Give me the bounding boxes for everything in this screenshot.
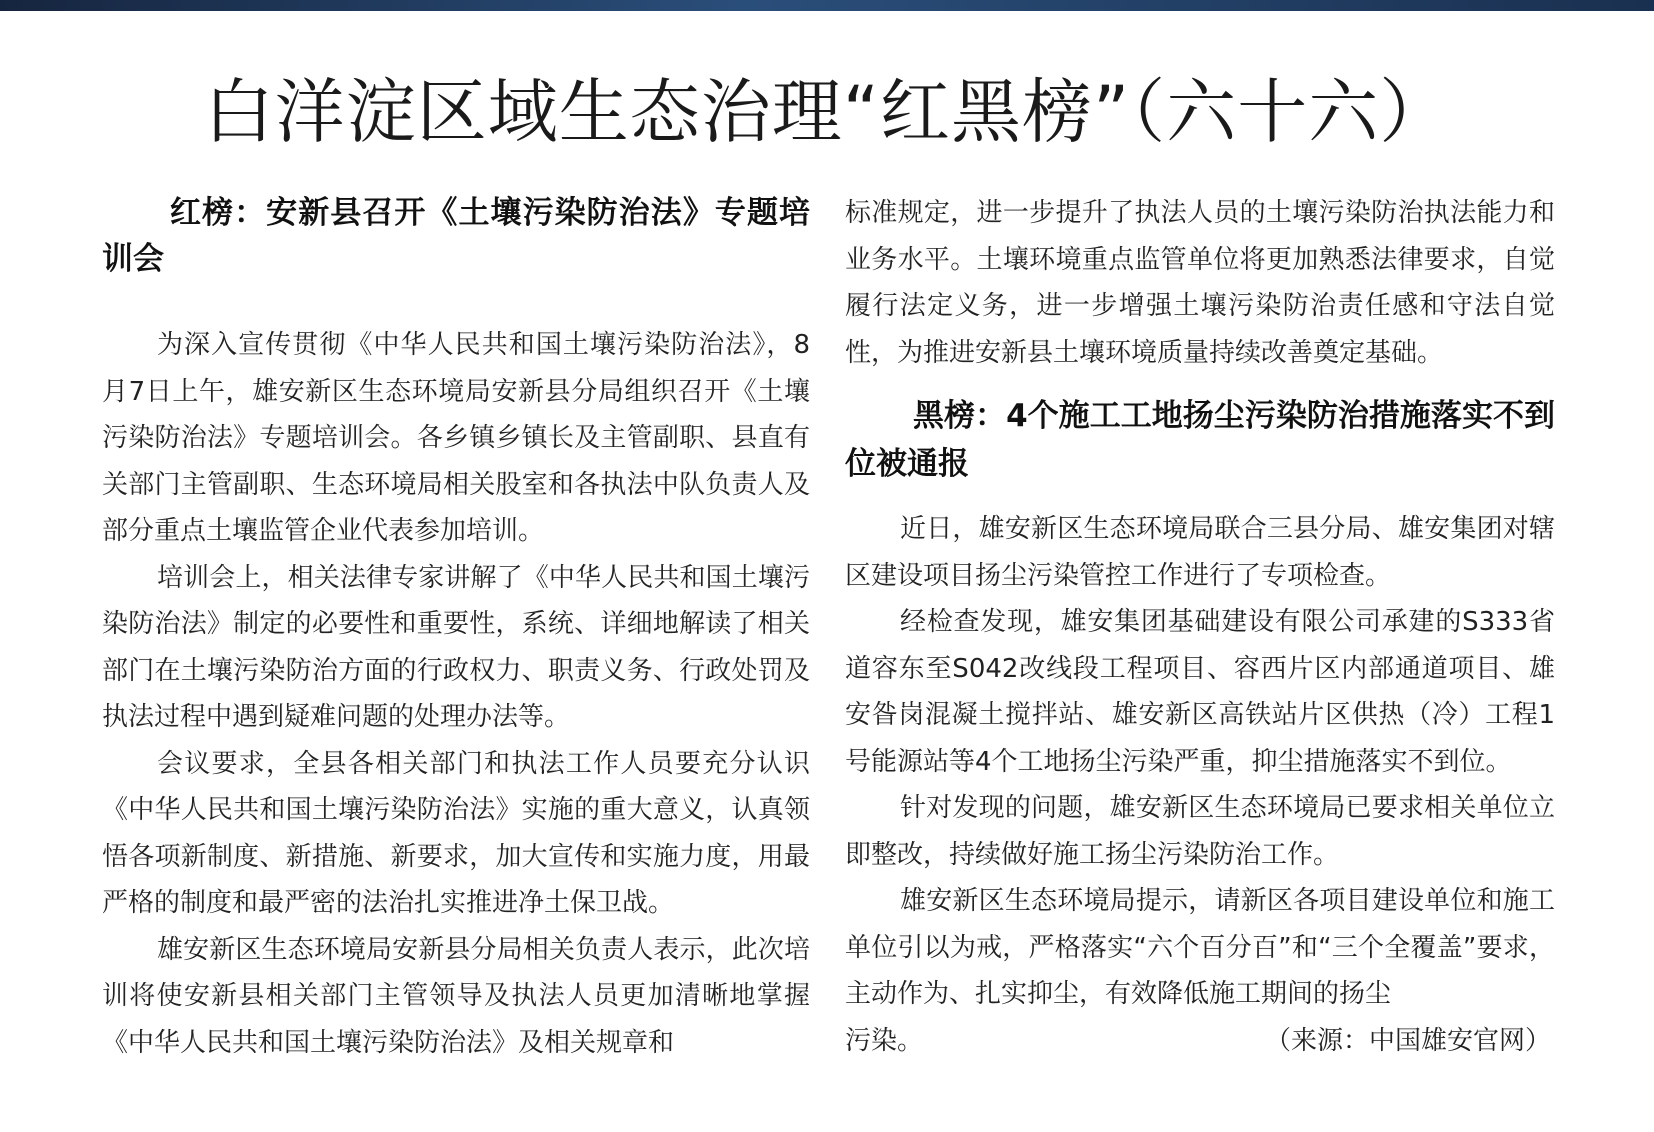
source-credit: （来源：中国雄安官网）: [1264, 1025, 1551, 1056]
black-list-paragraph-3: 针对发现的问题，雄安新区生态环境局已要求相关单位立即整改，持续做好施工扬尘污染防治工作。: [845, 793, 1555, 870]
black-list-heading: 黑榜：4个施工工地扬尘污染防治措施落实不到位被通报: [845, 398, 1555, 482]
red-list-paragraph-3: 会议要求，全县各相关部门和执法工作人员要充分认识《中华人民共和国土壤污染防治法》实施的重大意义，认真领悟各项新制度、新措施、新要求，加大宣传和实施力度，用最严格的制度和最严密的法治扎实推进净土保卫战。: [102, 748, 810, 918]
black-list-paragraph-1: 近日，雄安新区生态环境局联合三县分局、雄安集团对辖区建设项目扬尘污染管控工作进行了专项检查。: [845, 514, 1555, 591]
right-column: [845, 190, 1555, 1064]
red-list-continuation: 标准规定，进一步提升了执法人员的土壤污染防治执法能力和业务水平。土壤环境重点监管单位将更加熟悉法律要求，自觉履行法定义务，进一步增强土壤污染防治责任感和守法自觉性，为推进安新县土壤环境质量持续改善奠定基础。: [845, 198, 1555, 368]
last-line-with-source: [845, 1018, 1555, 1065]
black-list-last-line: 污染。: [845, 1025, 924, 1056]
black-list-paragraph-4: 雄安新区生态环境局提示，请新区各项目建设单位和施工单位引以为戒，严格落实“六个百分百”和“三个全覆盖”要求，主动作为、扎实抑尘，有效降低施工期间的扬尘: [845, 886, 1555, 1009]
red-list-paragraph-1: 为深入宣传贯彻《中华人民共和国土壤污染防治法》，8月7日上午，雄安新区生态环境局安新县分局组织召开《土壤污染防治法》专题培训会。各乡镇乡镇长及主管副职、县直有关部门主管副职、生态环境局相关股室和各执法中队负责人及部分重点土壤监管企业代表参加培训。: [102, 330, 810, 546]
black-list-paragraph-2: 经检查发现，雄安集团基础建设有限公司承建的S333省道容东至S042改线段工程项目、容西片区内部通道项目、雄安昝岗混凝土搅拌站、雄安新区高铁站片区供热（冷）工程1号能源站等4个工地扬尘污染严重，抑尘措施落实不到位。: [845, 607, 1555, 777]
page-title: 白洋淀区域生态治理“红黑榜”（六十六）: [203, 71, 1451, 153]
top-color-band: [0, 0, 1654, 11]
left-column: [102, 190, 810, 1066]
red-list-paragraph-2: 培训会上，相关法律专家讲解了《中华人民共和国土壤污染防治法》制定的必要性和重要性，系统、详细地解读了相关部门在土壤污染防治方面的行政权力、职责义务、行政处罚及执法过程中遇到疑难问题的处理办法等。: [102, 562, 810, 732]
red-list-paragraph-4: 雄安新区生态环境局安新县分局相关负责人表示，此次培训将使安新县相关部门主管领导及执法人员更加清晰地掌握《中华人民共和国土壤污染防治法》及相关规章和: [102, 934, 810, 1058]
red-list-heading: 红榜：安新县召开《土壤污染防治法》专题培训会: [102, 195, 810, 277]
